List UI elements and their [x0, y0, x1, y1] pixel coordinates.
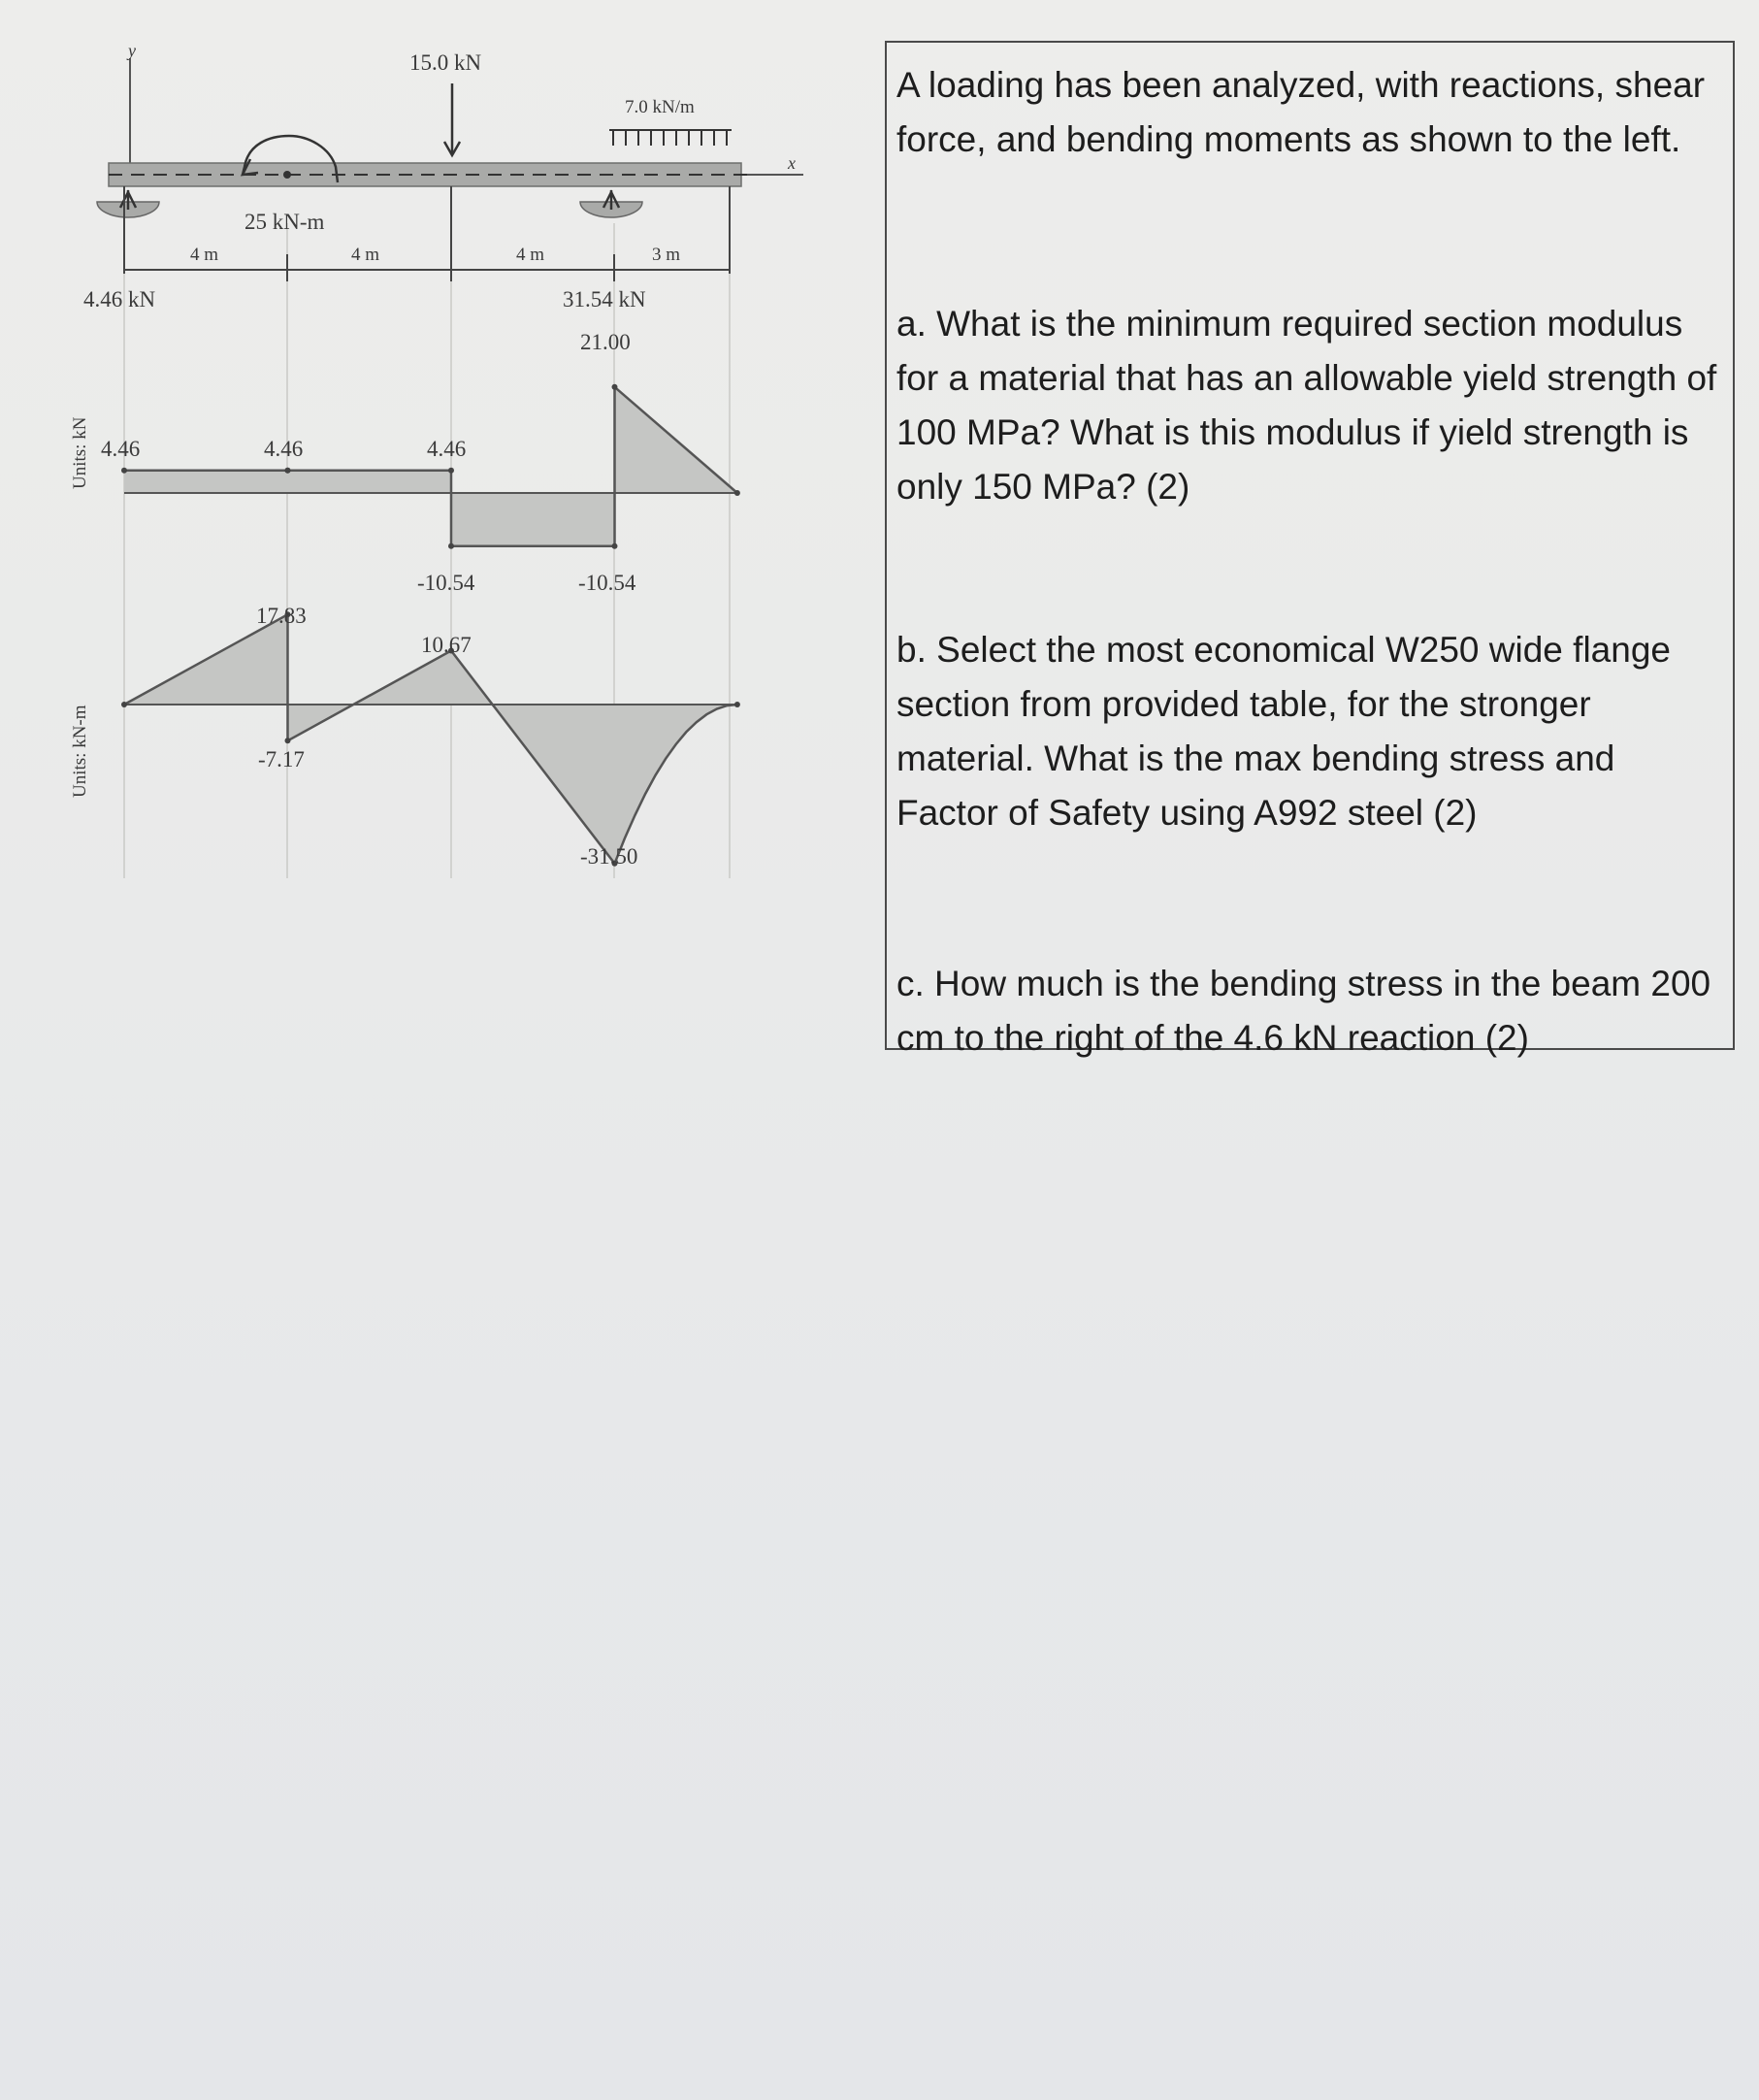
- moment-load-label: 25 kN-m: [244, 210, 325, 234]
- left-reaction-label: 4.46 kN: [83, 287, 156, 312]
- beam-diagram: [0, 0, 873, 902]
- dimension-lines: [124, 186, 730, 281]
- shear-point-2: [285, 468, 291, 474]
- shear-point-0: [121, 468, 127, 474]
- question-c: c. How much is the bending stress in the beam 200 cm to the right of the 4.6 kN reaction (2): [896, 964, 1711, 1058]
- point-load-label: 15.0 kN: [409, 50, 482, 75]
- moment-point-5: [734, 702, 740, 707]
- shear-area: [124, 387, 737, 546]
- shear-point-6: [612, 384, 618, 390]
- shear-label-4.46-a: 4.46: [101, 437, 141, 461]
- shear-diagram: [121, 384, 740, 549]
- moment-point-0: [121, 702, 127, 707]
- y-axis-label: y: [128, 41, 136, 60]
- right-support: [580, 190, 642, 217]
- span-label-1: 4 m: [190, 245, 219, 265]
- moment-label-neg31.50: -31.50: [580, 844, 638, 869]
- distributed-load-label: 7.0 kN/m: [625, 97, 695, 117]
- left-support: [97, 190, 159, 217]
- shear-label-neg10.54-a: -10.54: [417, 571, 475, 595]
- shear-label-4.46-c: 4.46: [427, 437, 467, 461]
- x-axis-label: x: [788, 153, 796, 173]
- shear-label-4.46-b: 4.46: [264, 437, 304, 461]
- span-label-2: 4 m: [351, 245, 380, 265]
- point-load-arrow-icon: [444, 83, 460, 155]
- moment-label-17.83: 17.83: [256, 604, 307, 628]
- shear-label-21.00: 21.00: [580, 330, 631, 354]
- moment-point-2: [285, 738, 291, 743]
- distributed-load-icon: [609, 130, 732, 146]
- question-b: b. Select the most economical W250 wide flange section from provided table, for the stronger material. What is the max bending stress and Factor of Safety using A992 steel (2): [896, 630, 1671, 833]
- shear-units-label: Units: kN: [70, 416, 90, 489]
- shear-point-3: [448, 468, 454, 474]
- moment-label-neg7.17: -7.17: [258, 747, 305, 771]
- span-label-3: 4 m: [516, 245, 545, 265]
- shear-point-7: [734, 490, 740, 496]
- shear-point-5: [612, 543, 618, 549]
- question-box: [885, 41, 1735, 1058]
- moment-units-label: Units: kN-m: [70, 705, 90, 798]
- shear-label-neg10.54-b: -10.54: [578, 571, 636, 595]
- right-reaction-label: 31.54 kN: [563, 287, 646, 312]
- shear-point-4: [448, 543, 454, 549]
- moment-label-10.67: 10.67: [421, 633, 472, 657]
- question-a: a. What is the minimum required section modulus for a material that has an allowable yield strength of 100 MPa? What is this modulus if yield strength is only 150 MPa? (2): [896, 304, 1717, 507]
- intro-text: A loading has been analyzed, with reactions, shear force, and bending moments as shown to the left.: [896, 65, 1706, 159]
- span-label-4: 3 m: [652, 245, 681, 265]
